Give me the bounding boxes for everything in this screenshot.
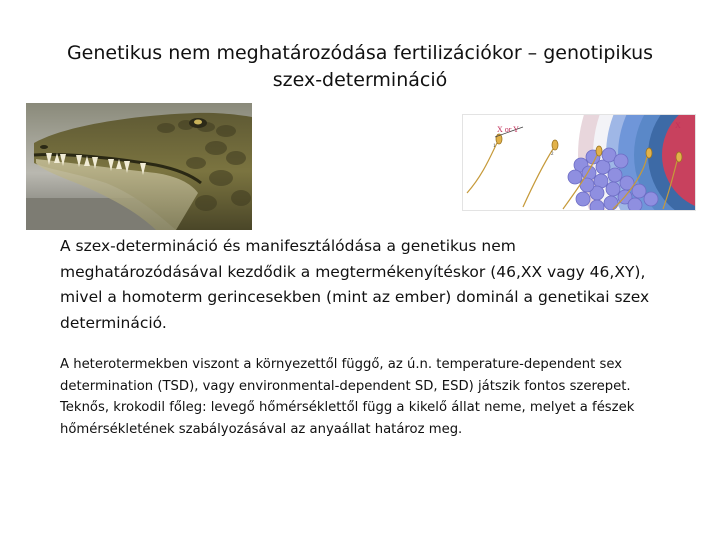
- label-2: 2: [551, 152, 554, 157]
- tsd-text: A heterotermekben viszont a környezettől függő, az ú.n. temperature-dependent sex determination (TSD), vagy environmental-dependent SD, ESD) játszik fontos szerepet.: [60, 357, 631, 394]
- crocodile-photo: [26, 103, 252, 230]
- reptile-text: Teknős, krokodil főleg: levegő hőmérséklettől függ a kikelő állat neme, melyet a fészek hőmérsékletének szabályozásával az anyaállat határoz meg.: [60, 400, 635, 437]
- sperm-egg-illustration: [463, 115, 695, 210]
- paragraph-genetic-sd: A szex-determináció és manifesztálódása a genetikus nem meghatározódásával kezdődik a megtermékenyítéskor (46,XX vagy 46,XY), mivel a homoterm gerincesekben (mint az ember) dominál a genetikai szex determináció.: [60, 237, 650, 332]
- crocodile-illustration: [26, 103, 252, 230]
- label-1: 1: [493, 144, 496, 149]
- slide-title: [20, 40, 700, 94]
- title-line-2: szex-determináció: [272, 69, 448, 91]
- paragraph-tsd: [60, 354, 670, 440]
- fertilization-diagram: [462, 114, 696, 211]
- label-x-or-y: X or Y: [497, 125, 519, 134]
- label-x: X: [675, 121, 681, 130]
- title-line-1: Genetikus nem meghatározódása fertilizációkor – genotipikus: [66, 42, 654, 64]
